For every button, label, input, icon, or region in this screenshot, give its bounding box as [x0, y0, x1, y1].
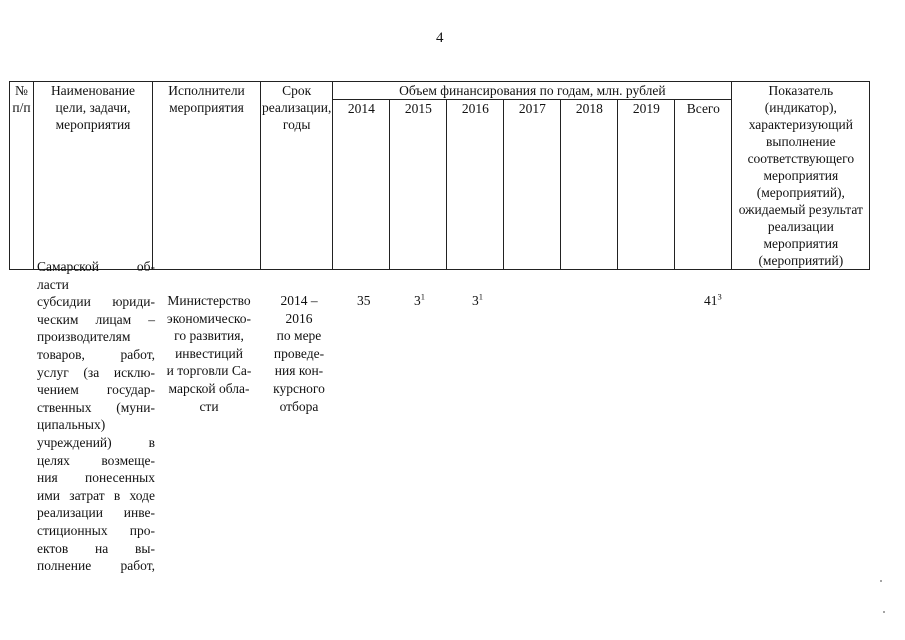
row-name-cell — [37, 258, 155, 575]
row-term-cell — [264, 292, 334, 415]
value-2016-text: 3 — [472, 293, 479, 308]
page-number: 4 — [436, 30, 444, 46]
row-executor-cell — [155, 292, 263, 415]
term-line: 2014 – — [280, 293, 318, 308]
scan-speck — [880, 580, 882, 582]
executor-line: экономическо- — [166, 310, 252, 326]
name-line: услуг (за исклю- — [37, 364, 155, 380]
term-line: проведе- — [273, 345, 325, 361]
name-line: субсидии юриди- — [37, 294, 155, 310]
name-line: целях возмеще- — [37, 452, 155, 468]
header-name-col: Наименование цели, задачи, мероприятия — [34, 82, 153, 270]
term-line: ния кон- — [274, 363, 324, 379]
header-year-2018: 2018 — [561, 100, 618, 270]
header-indicator-col: Показатель (индикатор), характеризующий выполнение соответствующего мероприятия (мероприятий), ожидаемый результат реализации мероприятия (мероприятий) — [732, 82, 870, 270]
name-line: стиционных про- — [37, 522, 155, 538]
executor-line: Министерство — [167, 293, 251, 308]
value-2014 — [357, 292, 371, 309]
name-line: ческим лицам – — [37, 311, 155, 327]
term-line: отбора — [279, 398, 319, 414]
header-year-2019: 2019 — [618, 100, 675, 270]
funding-table-header — [9, 81, 870, 270]
value-2015 — [414, 292, 425, 309]
header-year-2014: 2014 — [333, 100, 390, 270]
name-line: производителям — [37, 329, 131, 345]
name-line: ласти — [37, 276, 69, 292]
value-total — [704, 292, 722, 309]
name-line: полнение работ, — [37, 558, 155, 574]
executor-line: го развития, — [174, 328, 244, 344]
executor-line: сти — [199, 398, 219, 414]
name-line: Самарской об- — [37, 259, 155, 274]
value-2015-text: 3 — [414, 293, 421, 308]
name-line: ственных (муни- — [37, 399, 155, 415]
name-line: ими затрат в ходе — [37, 487, 155, 503]
name-line: реализации инве- — [37, 505, 155, 521]
header-year-2017: 2017 — [504, 100, 561, 270]
name-line: чением государ- — [37, 382, 155, 398]
executor-line: инвестиций — [175, 345, 243, 361]
header-year-2015: 2015 — [390, 100, 447, 270]
header-funding-title: Объем финансирования по годам, млн. рублей — [333, 82, 732, 100]
value-total-footnote: 3 — [717, 291, 722, 302]
name-line: учреждений) в — [37, 434, 155, 450]
name-line: ния понесенных — [37, 470, 155, 486]
value-total-text: 41 — [704, 293, 718, 308]
scan-speck — [883, 611, 885, 613]
name-line: ектов на вы- — [37, 540, 155, 556]
term-line: по мере — [276, 328, 322, 344]
name-line: ципальных) — [37, 417, 106, 433]
header-executors-col: Исполнители мероприятия — [153, 82, 261, 270]
value-2014-text: 35 — [357, 293, 371, 308]
header-num-col: № п/п — [10, 82, 34, 270]
header-year-2016: 2016 — [447, 100, 504, 270]
term-line: 2016 — [285, 310, 313, 326]
value-2016-footnote: 1 — [478, 291, 483, 302]
executor-line: и торговли Са- — [166, 363, 252, 379]
name-line: товаров, работ, — [37, 346, 155, 362]
term-line: курсного — [273, 380, 325, 396]
value-2016 — [472, 292, 483, 309]
header-term-col: Срок реализации, годы — [261, 82, 333, 270]
executor-line: марской обла- — [168, 380, 250, 396]
header-total: Всего — [675, 100, 732, 270]
value-2015-footnote: 1 — [420, 291, 425, 302]
